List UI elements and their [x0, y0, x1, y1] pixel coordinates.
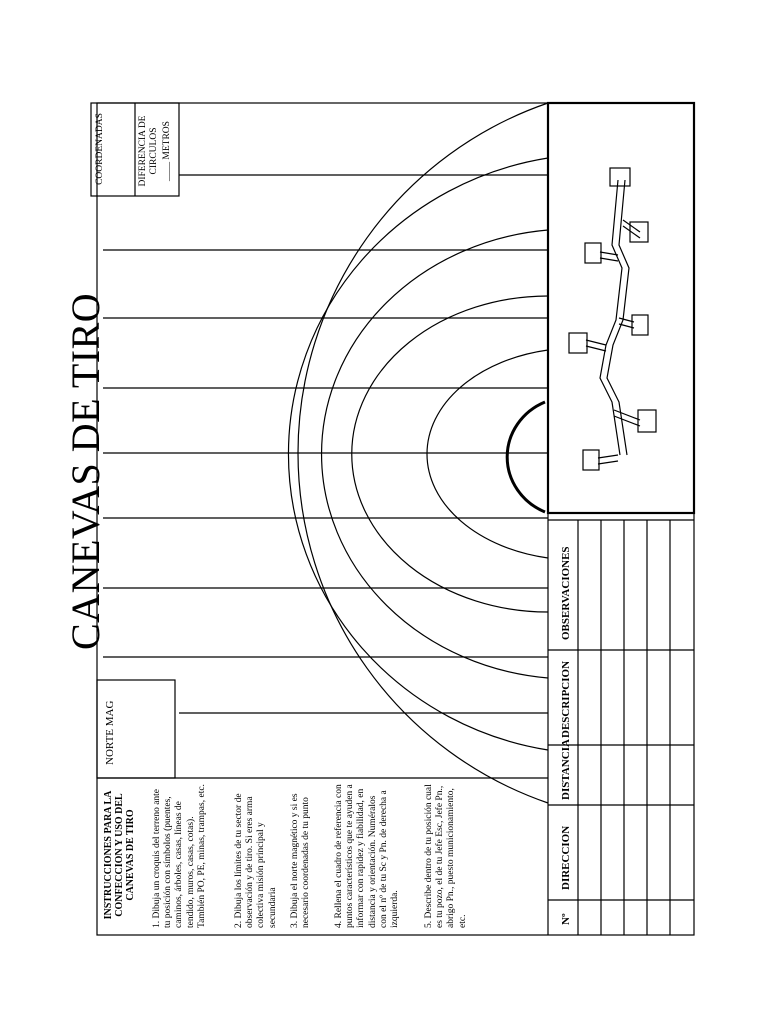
- range-arc-inner: [507, 402, 545, 512]
- table-header-descripcion: DESCRIPCION: [560, 660, 572, 738]
- diferencia-label-2: CIRCULOS: [149, 127, 159, 175]
- instructions-heading: INSTRUCCIONES PARA LA CONFECCION Y USO DEL CANEVAS DE TIRO: [103, 790, 136, 920]
- diferencia-label-1: DIFERENCIA DE: [138, 115, 148, 187]
- coordenadas-label: COORDENADAS: [95, 113, 105, 185]
- instruction-item-2: 2. Dibuja los límites de tu sector de observación y de tiro. Si eres arma colectiva misión principal y secundaria: [234, 793, 278, 928]
- table-header-direccion: DIRECCION: [560, 825, 572, 890]
- foxhole-4: [632, 315, 648, 335]
- foxhole-1: [610, 168, 630, 186]
- range-arc-4: [288, 158, 548, 750]
- instruction-item-5: 5. Describe dentro de tu posición cual es tu pozo, el de tu Jefe Esc, Jefe Pn., abrigo Pn., puesto municionamiento, etc.: [424, 784, 468, 928]
- foxhole-3: [585, 243, 601, 263]
- table-header-observaciones: OBSERVACIONES: [560, 546, 572, 640]
- page-title: CANEVAS DE TIRO: [63, 292, 108, 650]
- table-header-no: Nº: [560, 913, 572, 925]
- instruction-item-1: 1. Dibuja un croquis del terreno ante tu posición con símbolos (puentes, caminos, árboles, casas, líneas de tendido, muros, casas, cotas). También PO, PE, minas, trampas, etc.: [152, 784, 207, 928]
- range-arc-3: [322, 230, 548, 678]
- instruction-item-3: 3. Dibuja el norte magnético y si es necesario coordenadas de tu punto: [290, 793, 312, 928]
- instruction-item-4: 4. Rellena el cuadro de referencia con puntos característicos que te ayuden a informar con rapidez y fiabilidad, en distancia y orientación. Numéralos con el nº de tu Sc y Pn. de derecha a izquierda.: [334, 784, 401, 928]
- foxhole-5: [569, 333, 587, 353]
- range-arc-2: [352, 296, 548, 612]
- foxhole-7: [583, 450, 599, 470]
- instructions-text: [103, 782, 140, 928]
- norte-mag-label: NORTE MAG: [104, 700, 116, 765]
- trench-box: [548, 103, 694, 513]
- trench-path-icon: [569, 168, 656, 470]
- range-arc-1: [427, 350, 548, 558]
- table-header-distancia: DISTANCIA: [560, 739, 572, 800]
- metros-label: ____ METROS: [162, 121, 172, 181]
- foxhole-6: [638, 410, 656, 432]
